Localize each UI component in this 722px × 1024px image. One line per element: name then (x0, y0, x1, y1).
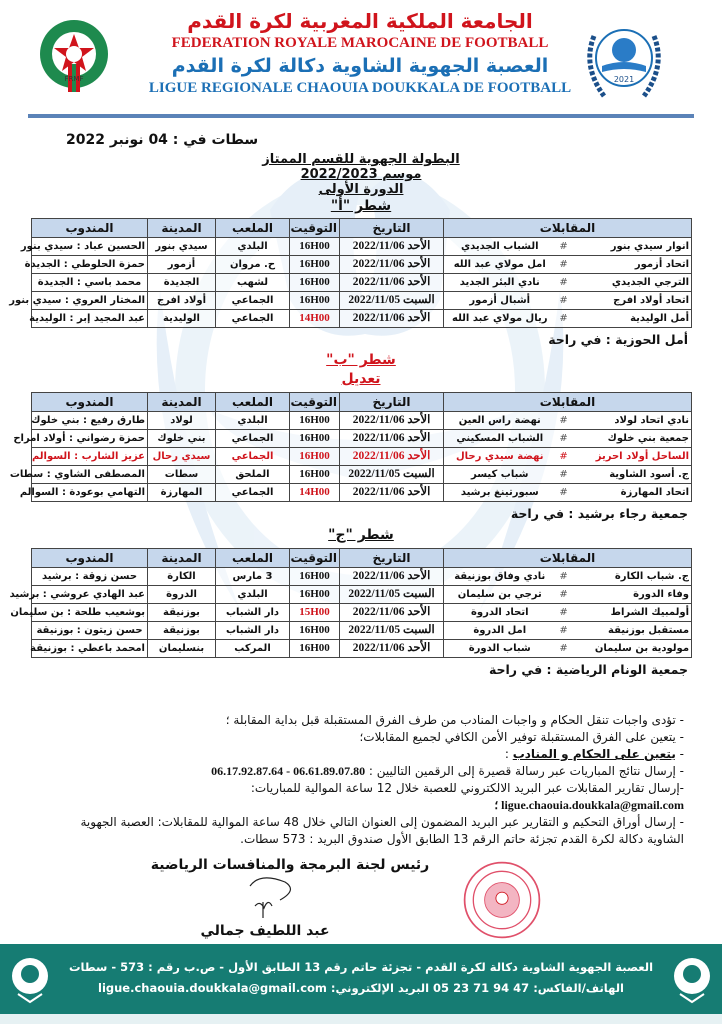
match-time: 14H00 (290, 484, 340, 502)
match-date: الأحد 2022/11/06 (340, 274, 444, 292)
match-stadium: الجماعي (216, 310, 290, 328)
col-date: التاريخ (340, 549, 444, 568)
away-team: نهضة راس العين (444, 412, 556, 430)
col-matches: المقابلات (444, 219, 692, 238)
match-stadium: الملحق (216, 466, 290, 484)
match-delegate: حسن زيتون : بوزنيقة (32, 622, 148, 640)
match-row (32, 256, 692, 274)
home-team: اتحاد أزمور (572, 256, 692, 274)
home-team: ج. أسود الشاوية (572, 466, 692, 484)
away-team: ريال مولاي عبد الله (444, 310, 556, 328)
match-stadium: الجماعي (216, 430, 290, 448)
group-b-table (9, 392, 692, 502)
note-5: -إرسال تقارير المقابلات عبر البريد الالكتروني للعصبة خلال 12 ساعة الموالية للمباريات: (250, 781, 684, 795)
match-delegate: امحمد باعطي : بوزنيقة (32, 640, 148, 658)
signatory-title: رئيس لجنة البرمجة والمنافسات الرياضية (150, 857, 430, 873)
match-row (32, 430, 692, 448)
match-row (32, 640, 692, 658)
note-3-heading: يتعين على الحكام و المنادب (512, 747, 676, 761)
match-delegate: عزيز الشارب : السوالم (32, 448, 148, 466)
col-city: المدينة (148, 393, 216, 412)
group-a-table (9, 218, 692, 328)
away-team: سبورتينغ برشيد (444, 484, 556, 502)
official-stamp (462, 860, 542, 940)
away-team: الشباب المسكيني (444, 430, 556, 448)
home-team: الترجي الجديدي (572, 274, 692, 292)
match-delegate: طارق رفيع : بني خلوك (32, 412, 148, 430)
match-date: الأحد 2022/11/06 (340, 238, 444, 256)
group-b-title: شطر "ب" (326, 352, 396, 368)
match-row (32, 622, 692, 640)
away-team: نهضة سيدي رحال (444, 448, 556, 466)
league-logo-year: 2021 (613, 75, 635, 84)
match-delegate: حسن زوقة : برشيد (32, 568, 148, 586)
match-city: سيدي بنور (148, 238, 216, 256)
match-time: 16H00 (290, 586, 340, 604)
col-date: التاريخ (340, 219, 444, 238)
col-city: المدينة (148, 219, 216, 238)
match-city: لولاد (148, 412, 216, 430)
header-divider (28, 114, 694, 118)
footer-logo-right (670, 954, 714, 1004)
match-separator: # (556, 586, 572, 604)
match-time: 16H00 (290, 274, 340, 292)
match-date: الأحد 2022/11/06 (340, 448, 444, 466)
home-team: وفاء الدورة (572, 586, 692, 604)
footer-bar (0, 944, 722, 1014)
match-separator: # (556, 310, 572, 328)
league-logo (574, 16, 674, 102)
handwritten-signature (230, 876, 300, 921)
match-separator: # (556, 274, 572, 292)
match-city: سطات (148, 466, 216, 484)
note-6: - إرسال أوراق التحكيم و التقارير عبر البريد المضمون إلى العنوان التالي خلال 48 ساعة الموالية للمقابلات: العصبة الجهوية الشاوية دكالة لكرة القدم تجزئة حاتم الرقم 13 الطابق الأول صندوق البريد : 573 سطات. (80, 815, 684, 846)
match-stadium: دار الشباب (216, 604, 290, 622)
match-stadium: الجماعي (216, 448, 290, 466)
match-row (32, 466, 692, 484)
col-time: التوقيت (290, 549, 340, 568)
group-c-rest: جمعية الونام الرياضية : في راحة (488, 662, 688, 677)
home-team: أولمبيك الشراط (572, 604, 692, 622)
match-stadium: الجماعي (216, 292, 290, 310)
note-4 (40, 763, 684, 780)
away-team: نادي وفاق بوزنيقة (444, 568, 556, 586)
note-4-text: - إرسال نتائج المباريات عبر رسالة قصيرة إلى الرقمين التاليين : (365, 764, 684, 778)
match-row (32, 310, 692, 328)
away-team: شباب كيسر (444, 466, 556, 484)
match-time: 16H00 (290, 568, 340, 586)
federation-name-fr: FEDERATION ROYALE MAROCAINE DE FOOTBALL (171, 35, 549, 51)
match-date: الأحد 2022/11/06 (340, 256, 444, 274)
match-time: 16H00 (290, 412, 340, 430)
match-city: أولاد افرج (148, 292, 216, 310)
group-b-rest: جمعية رجاء برشيد : في راحة (510, 506, 688, 521)
match-stadium: البلدي (216, 238, 290, 256)
match-stadium: دار الشباب (216, 622, 290, 640)
match-date: الأحد 2022/11/06 (340, 412, 444, 430)
match-city: الدروة (148, 586, 216, 604)
match-city: سيدي رحال (148, 448, 216, 466)
match-row (32, 412, 692, 430)
col-matches: المقابلات (444, 393, 692, 412)
group-c-table (9, 548, 692, 658)
away-team: اتحاد الدروة (444, 604, 556, 622)
match-separator: # (556, 484, 572, 502)
note-2: - يتعين على الفرق المستقبلة توفير الأمن الكافي لجميع المقابلات؛ (359, 730, 684, 744)
match-date: السبت 2022/11/05 (340, 586, 444, 604)
match-delegate: حمزة الحلوطي : الجديدة (32, 256, 148, 274)
match-date: الأحد 2022/11/06 (340, 310, 444, 328)
match-delegate: المصطفى الشاوي : سطات (32, 466, 148, 484)
match-delegate: عبد المجيد إبر : الوليدية (32, 310, 148, 328)
match-separator: # (556, 412, 572, 430)
away-team: نادي البئر الجديد (444, 274, 556, 292)
col-matches: المقابلات (444, 549, 692, 568)
footer-strip (0, 1014, 722, 1024)
match-city: الوليدية (148, 310, 216, 328)
match-separator: # (556, 568, 572, 586)
match-row (32, 448, 692, 466)
match-separator: # (556, 640, 572, 658)
col-delegate: المندوب (32, 549, 148, 568)
col-stadium: الملعب (216, 219, 290, 238)
home-team: اتحاد المهارزة (572, 484, 692, 502)
place-date: سطات في : 04 نونبر 2022 (66, 132, 259, 148)
match-row (32, 568, 692, 586)
match-date: السبت 2022/11/05 (340, 466, 444, 484)
document-titles (200, 152, 522, 197)
phone-numbers: 06.61.89.07.80 - 06.17.92.87.64 (211, 764, 366, 778)
match-row (32, 586, 692, 604)
league-name-fr: LIGUE REGIONALE CHAOUIA DOUKKALA DE FOOTBALL (148, 80, 572, 96)
away-team: شباب الدورة (444, 640, 556, 658)
col-time: التوقيت (290, 219, 340, 238)
match-time: 16H00 (290, 256, 340, 274)
header-row (32, 219, 692, 238)
match-time: 16H00 (290, 238, 340, 256)
season-title: موسم 2022/2023 (300, 167, 422, 182)
home-team: انوار سيدي بنور (572, 238, 692, 256)
match-delegate: بوشعيب طلحة : بن سليمان (32, 604, 148, 622)
match-stadium: لشهب (216, 274, 290, 292)
frmf-logo (36, 18, 112, 94)
match-date: الأحد 2022/11/06 (340, 484, 444, 502)
match-separator: # (556, 466, 572, 484)
match-row (32, 604, 692, 622)
col-date: التاريخ (340, 393, 444, 412)
signatory-name: عبد اللطيف جمالي (200, 923, 330, 939)
home-team: اتحاد أولاد افرج (572, 292, 692, 310)
round-title: الدورة الأولى (318, 182, 404, 197)
match-date: السبت 2022/11/05 (340, 622, 444, 640)
letterhead (0, 0, 722, 112)
away-team: امل مولاي عبد الله (444, 256, 556, 274)
match-city: بنسليمان (148, 640, 216, 658)
match-stadium: البلدي (216, 586, 290, 604)
home-team: مستقبل بوزنيقة (572, 622, 692, 640)
home-team: أمل الوليدية (572, 310, 692, 328)
frmf-logo-text: FRMF (64, 75, 84, 83)
footer-address: العصبة الجهوية الشاوية دكالة لكرة القدم - تجزئة حاتم رقم 13 الطابق الأول - ص.ب رقم : 573 - سطات (68, 960, 654, 974)
match-city: بوزنيقة (148, 622, 216, 640)
match-separator: # (556, 622, 572, 640)
col-stadium: الملعب (216, 549, 290, 568)
note-3-prefix: - (675, 747, 684, 761)
home-team: جمعية بني خلوك (572, 430, 692, 448)
match-time: 14H00 (290, 310, 340, 328)
match-stadium: 3 مارس (216, 568, 290, 586)
match-separator: # (556, 430, 572, 448)
note-1: - تؤدى واجبات تنقل الحكام و واجبات المنادب من طرف الفرق المستقبلة قبل بداية المقابلة ؛ (225, 713, 684, 727)
match-time: 16H00 (290, 448, 340, 466)
away-team: امل الدروة (444, 622, 556, 640)
footer-contact: الهاتف/الفاكس: 47 94 71 23 05 البريد الإلكتروني: ligue.chaouia.doukkala@gmail.com (98, 981, 624, 995)
match-date: الأحد 2022/11/06 (340, 604, 444, 622)
home-team: نادي اتحاد لولاد (572, 412, 692, 430)
match-city: المهارزة (148, 484, 216, 502)
away-team: الشباب الجديدي (444, 238, 556, 256)
match-delegate: المختار العروي : سيدي بنور (32, 292, 148, 310)
home-team: مولودية بن سليمان (572, 640, 692, 658)
match-row (32, 484, 692, 502)
match-stadium: الجماعي (216, 484, 290, 502)
match-separator: # (556, 448, 572, 466)
league-email-link[interactable]: ligue.chaouia.doukkala@gmail.com ؛ (494, 798, 684, 812)
match-date: الأحد 2022/11/06 (340, 568, 444, 586)
league-name-ar: العصبة الجهوية الشاوية دكالة لكرة القدم (171, 55, 549, 77)
match-row (32, 238, 692, 256)
away-team: ترجي بن سليمان (444, 586, 556, 604)
match-stadium: ح. مروان (216, 256, 290, 274)
competition-title: البطولة الجهوية للقسم الممتاز (262, 152, 460, 167)
group-b-note: تعديل (341, 371, 381, 387)
col-time: التوقيت (290, 393, 340, 412)
instructions (40, 712, 684, 848)
header-row (32, 393, 692, 412)
match-row (32, 292, 692, 310)
match-delegate: التهامي بوعودة : السوالم (32, 484, 148, 502)
match-date: الأحد 2022/11/06 (340, 640, 444, 658)
header-row (32, 549, 692, 568)
note-3-suffix: : (504, 747, 513, 761)
match-date: الأحد 2022/11/06 (340, 430, 444, 448)
col-delegate: المندوب (32, 219, 148, 238)
match-row (32, 274, 692, 292)
match-city: أزمور (148, 256, 216, 274)
match-stadium: البلدي (216, 412, 290, 430)
col-delegate: المندوب (32, 393, 148, 412)
col-stadium: الملعب (216, 393, 290, 412)
group-a-title: شطر "أ" (330, 198, 392, 214)
away-team: أشبال أزمور (444, 292, 556, 310)
match-separator: # (556, 238, 572, 256)
col-city: المدينة (148, 549, 216, 568)
match-city: الكارة (148, 568, 216, 586)
match-date: السبت 2022/11/05 (340, 292, 444, 310)
group-c-title: شطر "ج" (328, 527, 394, 543)
match-delegate: حمزة رضواني : أولاد امراح (32, 430, 148, 448)
match-time: 16H00 (290, 622, 340, 640)
federation-name-ar: الجامعة الملكية المغربية لكرة القدم (187, 9, 533, 33)
match-time: 16H00 (290, 466, 340, 484)
match-delegate: الحسين عباد : سيدي بنور (32, 238, 148, 256)
match-time: 16H00 (290, 640, 340, 658)
match-separator: # (556, 604, 572, 622)
home-team: الساحل أولاد احريز (572, 448, 692, 466)
match-time: 16H00 (290, 292, 340, 310)
match-time: 16H00 (290, 430, 340, 448)
match-delegate: عبد الهادي عروشي : برشيد (32, 586, 148, 604)
note-3 (40, 746, 684, 763)
footer-logo-left (8, 954, 52, 1004)
match-city: الجديدة (148, 274, 216, 292)
match-stadium: المركب (216, 640, 290, 658)
match-city: بوزنيقة (148, 604, 216, 622)
group-a-rest: أمل الحوزية : في راحة (548, 332, 688, 347)
match-city: بني خلوك (148, 430, 216, 448)
match-separator: # (556, 292, 572, 310)
match-time: 15H00 (290, 604, 340, 622)
home-team: ج. شباب الكارة (572, 568, 692, 586)
match-separator: # (556, 256, 572, 274)
match-delegate: محمد باسي : الجديدة (32, 274, 148, 292)
